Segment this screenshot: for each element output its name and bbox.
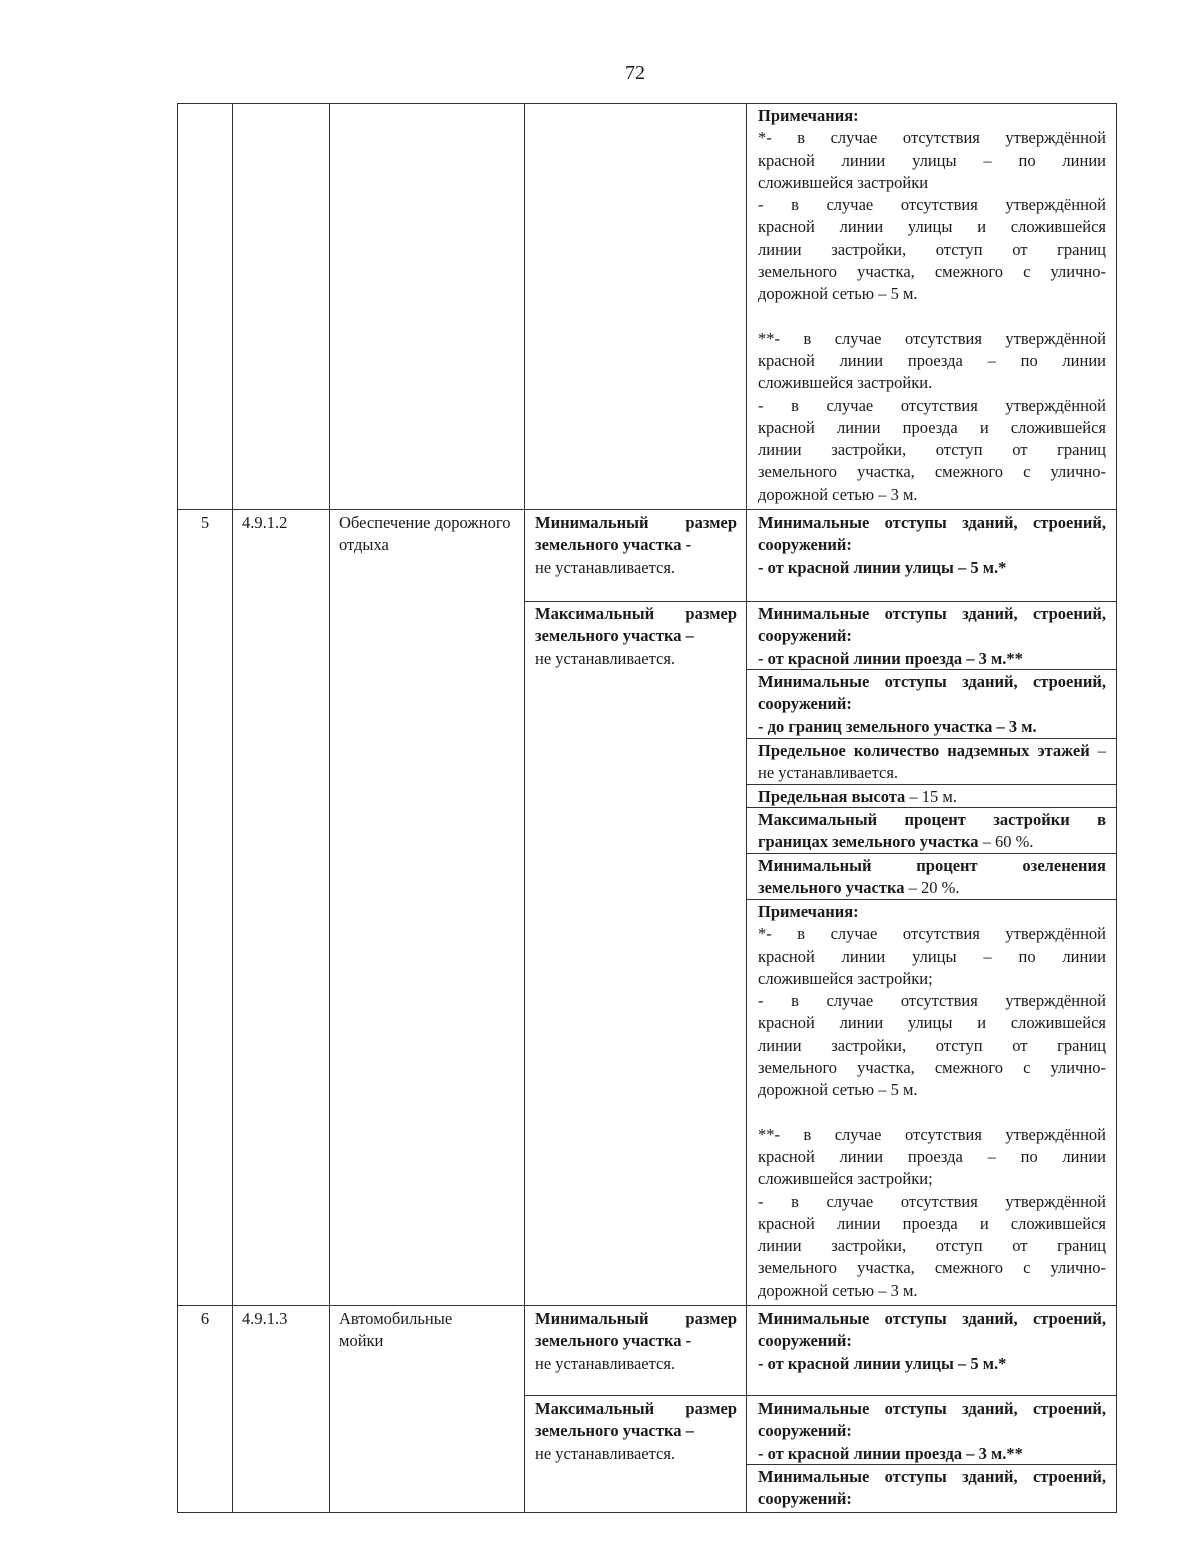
column-divider [524, 103, 525, 1513]
param-value: - от красной линии улицы – 5 м.* [758, 557, 1007, 577]
note-line: *- в случае отсутствия утверждённой [758, 924, 1106, 944]
floors-limit [758, 740, 1108, 785]
note-line: дорожной сетью – 5 м. [758, 284, 918, 304]
note-line: **- в случае отсутствия утверждённой [758, 1124, 1106, 1144]
param-label: Минимальные отступы зданий, строений, сооружений: [758, 1309, 1106, 1351]
note-spacer [758, 306, 1106, 328]
note-line: земельного участка, смежного с улично- [758, 462, 1106, 482]
min-plot-size [535, 512, 737, 579]
param-value: - до границ земельного участка – 3 м. [758, 716, 1037, 736]
param-label: Минимальные отступы зданий, строений, сооружений: [758, 1399, 1106, 1441]
cell-separator [746, 738, 1117, 739]
max-build-percent [758, 809, 1108, 854]
param-value: – 15 м. [905, 787, 957, 806]
note-line: - в случае отсутствия утверждённой [758, 991, 1106, 1011]
row-separator [177, 1305, 1117, 1306]
param-value: - от красной линии улицы – 5 м.* [758, 1353, 1007, 1373]
row-number: 6 [200, 1309, 210, 1328]
param-label: Минимальные отступы зданий, строений, сооружений: [758, 1467, 1106, 1509]
min-plot-size-label: Минимальный размер земельного участка - [535, 1309, 737, 1351]
note-line: красной линии улицы – по линии [758, 946, 1106, 966]
note-line: линии застройки, отступ от границ [758, 440, 1106, 460]
param-label: Предельное количество надземных этажей [758, 741, 1090, 760]
max-plot-size [535, 603, 737, 670]
min-plot-size-label: Минимальный размер земельного участка - [535, 513, 737, 555]
note-line: сложившейся застройки [758, 172, 929, 192]
height-limit [758, 786, 1108, 808]
column-divider [329, 103, 330, 1513]
param-label: Минимальный процент озеленения земельного участка [758, 856, 1106, 898]
note-line: земельного участка, смежного с улично- [758, 1058, 1106, 1078]
note-line: красной линии проезда и сложившейся [758, 417, 1106, 437]
cell-separator [524, 1395, 1117, 1396]
param-value: – не устанавливается. [758, 741, 1106, 783]
note-line: красной линии проезда и сложившейся [758, 1213, 1106, 1233]
note-line: линии застройки, отступ от границ [758, 1236, 1106, 1256]
column-divider [232, 103, 233, 1513]
note-line: сложившейся застройки. [758, 373, 933, 393]
setback-street [758, 512, 1108, 579]
use-code: 4.9.1.3 [242, 1309, 288, 1328]
min-plot-size [535, 1308, 737, 1375]
note-line: линии застройки, отступ от границ [758, 1035, 1106, 1055]
note-line: сложившейся застройки; [758, 968, 933, 988]
setback-driveway [758, 603, 1108, 670]
note-line: **- в случае отсутствия утверждённой [758, 328, 1106, 348]
use-code: 4.9.1.2 [242, 513, 288, 532]
row-separator [177, 509, 1117, 510]
param-label: Минимальные отступы зданий, строений, сооружений: [758, 604, 1106, 646]
setback-street [758, 1308, 1108, 1375]
note-spacer [758, 1102, 1106, 1124]
continuation-notes [758, 105, 1108, 506]
note-line: линии застройки, отступ от границ [758, 239, 1106, 259]
note-line: красной линии улицы и сложившейся [758, 1013, 1106, 1033]
max-plot-size-value: не устанавливается. [535, 648, 676, 668]
setback-plot-boundary [758, 1466, 1108, 1511]
setback-driveway [758, 1398, 1108, 1465]
max-plot-size-value: не устанавливается. [535, 1443, 676, 1463]
column-divider [746, 103, 747, 1513]
min-plot-size-value: не устанавливается. [535, 557, 676, 577]
note-line: земельного участка, смежного с улично- [758, 1258, 1106, 1278]
min-green-percent [758, 855, 1108, 900]
use-name: Автомобильные мойки [339, 1309, 453, 1351]
page-number: 72 [625, 62, 645, 84]
param-value: – 60 %. [978, 832, 1034, 852]
row5-notes [758, 901, 1108, 1302]
param-label: Предельная высота [758, 787, 906, 806]
param-label: Минимальные отступы зданий, строений, сооружений: [758, 672, 1106, 714]
note-line: земельного участка, смежного с улично- [758, 262, 1106, 282]
note-line: красной линии улицы и сложившейся [758, 217, 1106, 237]
cell-separator [524, 601, 1117, 602]
note-line: сложившейся застройки; [758, 1169, 933, 1189]
use-name: Обеспечение дорожного отдыха [339, 513, 511, 555]
param-value: – 20 %. [904, 878, 960, 898]
param-value: - от красной линии проезда – 3 м.** [758, 1443, 1023, 1463]
note-line: - в случае отсутствия утверждённой [758, 1191, 1106, 1211]
notes-label: Примечания: [758, 106, 859, 125]
row-number: 5 [200, 513, 210, 532]
param-value: - от красной линии проезда – 3 м.** [758, 648, 1023, 668]
note-line: дорожной сетью – 5 м. [758, 1080, 918, 1100]
min-plot-size-value: не устанавливается. [535, 1353, 676, 1373]
notes-label: Примечания: [758, 902, 859, 921]
note-line: *- в случае отсутствия утверждённой [758, 128, 1106, 148]
max-plot-size-label: Максимальный размер земельного участка – [535, 1399, 737, 1441]
note-line: - в случае отсутствия утверждённой [758, 395, 1106, 415]
note-line: дорожной сетью – 3 м. [758, 484, 918, 504]
param-label: Минимальные отступы зданий, строений, сооружений: [758, 513, 1106, 555]
max-plot-size [535, 1398, 737, 1465]
note-line: дорожной сетью – 3 м. [758, 1280, 918, 1300]
setback-plot-boundary [758, 671, 1108, 738]
max-plot-size-label: Максимальный размер земельного участка – [535, 604, 737, 646]
note-line: красной линии проезда – по линии [758, 350, 1106, 370]
param-label: Максимальный процент застройки в границах земельного участка [758, 810, 1106, 852]
note-line: красной линии улицы – по линии [758, 150, 1106, 170]
note-line: красной линии проезда – по линии [758, 1146, 1106, 1166]
note-line: - в случае отсутствия утверждённой [758, 195, 1106, 215]
